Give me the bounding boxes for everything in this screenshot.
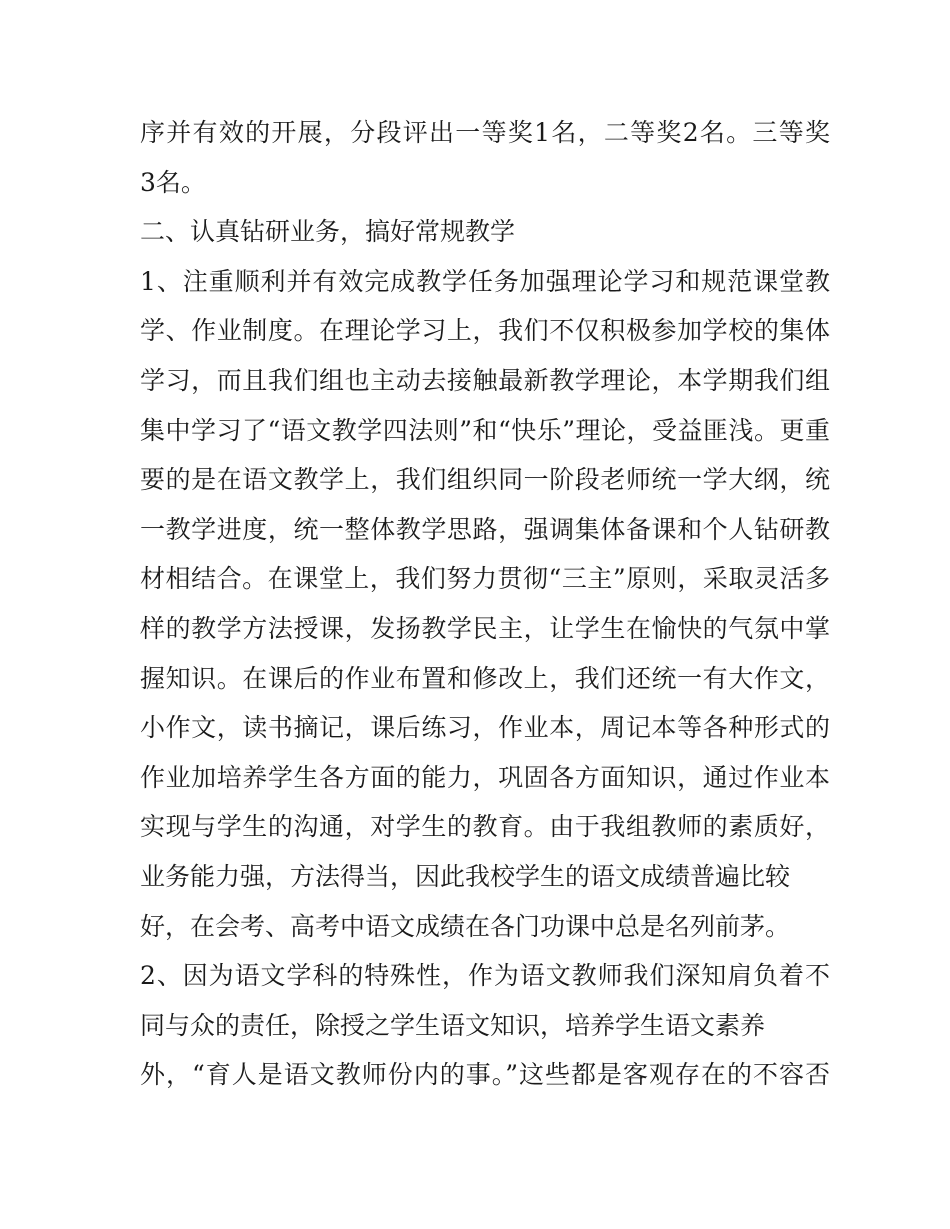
text-line: 业务能力强，方法得当，因此我校学生的语文成绩普遍比较 [140, 861, 791, 891]
text-line: 要的是在语文教学上，我们组织同一阶段老师统一学大纲，统 [140, 465, 830, 495]
text-line: 同与众的责任，除授之学生语文知识，培养学生语文素养 [140, 1010, 766, 1040]
text-line: 3名。 [140, 167, 206, 197]
text-line: 集中学习了“语文教学四法则”和“快乐”理论，受益匪浅。更重 [140, 415, 830, 445]
text-line: 样的教学方法授课，发扬教学民主，让学生在愉快的气氛中掌 [140, 613, 830, 643]
text-line: 实现与学生的沟通，对学生的教育。由于我组教师的素质好， [140, 812, 830, 842]
text-line: 2、因为语文学科的特殊性，作为语文教师我们深知肩负着不 [140, 961, 830, 991]
text-line: 好，在会考、高考中语文成绩在各门功课中总是名列前茅。 [140, 911, 791, 941]
text-line: 握知识。在课后的作业布置和修改上，我们还统一有大作文， [140, 663, 830, 693]
text-line: 材相结合。在课堂上，我们努力贯彻“三主”原则，采取灵活多 [140, 564, 830, 594]
body-text [140, 108, 830, 1100]
text-line: 序并有效的开展，分段评出一等奖1名，二等奖2名。三等奖 [140, 118, 830, 147]
text-line: 作业加培养学生各方面的能力，巩固各方面知识，通过作业本 [140, 762, 830, 792]
text-line: 外，“育人是语文教师份内的事。”这些都是客观存在的不容否 [140, 1060, 830, 1090]
text-line: 1、注重顺利并有效完成教学任务加强理论学习和规范课堂教 [140, 266, 830, 296]
text-line: 一教学进度，统一整体教学思路，强调集体备课和个人钻研教 [140, 514, 830, 544]
text-line: 学习，而且我们组也主动去接触最新教学理论，本学期我们组 [140, 365, 830, 395]
text-line: 学、作业制度。在理论学习上，我们不仅积极参加学校的集体 [140, 316, 830, 346]
text-line: 小作文，读书摘记，课后练习，作业本，周记本等各种形式的 [140, 713, 830, 743]
section-heading: 二、认真钻研业务，搞好常规教学 [140, 217, 516, 247]
